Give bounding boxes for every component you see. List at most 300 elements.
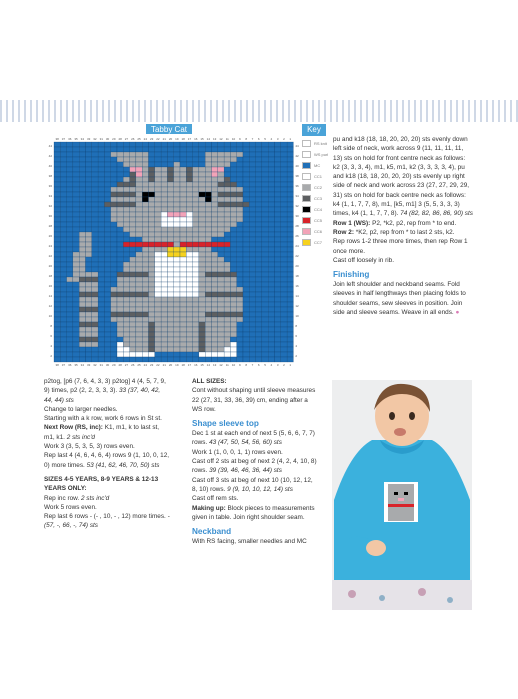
chart-cell [117, 292, 123, 297]
chart-cell [155, 242, 161, 247]
finishing-heading: Finishing [333, 270, 370, 280]
chart-cell [86, 222, 92, 227]
chart-cell [111, 292, 117, 297]
chart-cell [224, 352, 230, 357]
chart-cell [111, 322, 117, 327]
chart-cell [155, 202, 161, 207]
chart-cell [243, 207, 249, 212]
chart-cell [123, 192, 129, 197]
chart-col-number: 3 [276, 137, 279, 141]
chart-cell [149, 262, 155, 267]
chart-cell [199, 232, 205, 237]
chart-cell [243, 157, 249, 162]
chart-cell [243, 247, 249, 252]
chart-cell [104, 202, 110, 207]
chart-cell [287, 182, 293, 187]
chart-cell [67, 227, 73, 232]
chart-cell [60, 282, 66, 287]
chart-cell [123, 152, 129, 157]
chart-cell [54, 352, 60, 357]
chart-cell [174, 207, 180, 212]
chart-cell [268, 202, 274, 207]
chart-cell [79, 217, 85, 222]
chart-row-number: 16 [295, 284, 299, 288]
chart-cell [73, 232, 79, 237]
chart-cell [199, 342, 205, 347]
chart-cell [256, 272, 262, 277]
key-item [302, 204, 332, 215]
chart-cell [98, 187, 104, 192]
chart-cell [149, 202, 155, 207]
chart-cell [67, 157, 73, 162]
chart-cell [230, 272, 236, 277]
chart-cell [174, 297, 180, 302]
chart-col-number: 32 [93, 363, 97, 367]
chart-cell [142, 262, 148, 267]
chart-cell [92, 297, 98, 302]
chart-cell [60, 292, 66, 297]
chart-cell [111, 197, 117, 202]
chart-cell [281, 142, 287, 147]
chart-row-number: 12 [48, 304, 52, 308]
chart-cell [54, 287, 60, 292]
chart-cell [155, 182, 161, 187]
chart-cell [167, 247, 173, 252]
chart-cell [136, 252, 142, 257]
chart-cell [98, 212, 104, 217]
chart-cell [218, 217, 224, 222]
chart-cell [281, 332, 287, 337]
chart-cell [161, 202, 167, 207]
chart-cell [256, 277, 262, 282]
chart-cell [186, 312, 192, 317]
chart-cell [161, 217, 167, 222]
chart-cell [249, 182, 255, 187]
chart-cell [218, 197, 224, 202]
chart-cell [193, 347, 199, 352]
chart-cell [249, 162, 255, 167]
chart-cell [287, 157, 293, 162]
chart-cell [212, 217, 218, 222]
chart-cell [218, 162, 224, 167]
chart-cell [86, 227, 92, 232]
chart-col-number: 36 [68, 137, 72, 141]
chart-col-number: 29 [112, 363, 116, 367]
chart-cell [73, 207, 79, 212]
chart-cell [243, 287, 249, 292]
chart-cell [130, 307, 136, 312]
chart-row-number: 42 [295, 154, 299, 158]
chart-cell [218, 157, 224, 162]
chart-cell [54, 277, 60, 282]
chart-cell [281, 272, 287, 277]
chart-cell [224, 277, 230, 282]
chart-cell [111, 272, 117, 277]
chart-cell [155, 317, 161, 322]
chart-cell [155, 257, 161, 262]
chart-cell [136, 302, 142, 307]
chart-cell [205, 282, 211, 287]
chart-cell [174, 177, 180, 182]
row2-label: Row 2: [333, 228, 354, 236]
chart-cell [54, 292, 60, 297]
chart-cell [193, 142, 199, 147]
chart-cell [73, 297, 79, 302]
chart-cell [249, 337, 255, 342]
chart-cell [243, 347, 249, 352]
chart-cell [92, 357, 98, 362]
chart-cell [73, 347, 79, 352]
chart-cell [73, 292, 79, 297]
chart-col-number: 14 [206, 363, 211, 367]
chart-cell [86, 297, 92, 302]
chart-cell [136, 227, 142, 232]
chart-cell [174, 222, 180, 227]
chart-cell [180, 177, 186, 182]
key-title: Key [302, 124, 326, 136]
chart-cell [111, 287, 117, 292]
chart-cell [130, 277, 136, 282]
chart-cell [275, 347, 281, 352]
chart-row-number: 40 [295, 164, 299, 168]
chart-cell [174, 357, 180, 362]
chart-cell [79, 317, 85, 322]
chart-cell [287, 322, 293, 327]
chart-cell [86, 267, 92, 272]
col1-p7-count: 2 sts inc'd [80, 494, 110, 502]
chart-cell [92, 162, 98, 167]
chart-cell [249, 197, 255, 202]
chart-row-number: 6 [295, 334, 298, 338]
chart-row-number: 44 [295, 144, 299, 148]
chart-cell [161, 172, 167, 177]
chart-cell [243, 167, 249, 172]
chart-cell [243, 282, 249, 287]
chart-cell [287, 217, 293, 222]
chart-cell [136, 152, 142, 157]
chart-cell [268, 342, 274, 347]
chart-cell [161, 337, 167, 342]
chart-cell [79, 257, 85, 262]
chart-cell [281, 357, 287, 362]
chart-cell [193, 317, 199, 322]
chart-cell [174, 212, 180, 217]
chart-cell [287, 197, 293, 202]
chart-cell [155, 332, 161, 337]
chart-cell [256, 172, 262, 177]
chart-cell [249, 322, 255, 327]
chart-cell [205, 337, 211, 342]
chart-cell [212, 252, 218, 257]
chart-cell [142, 322, 148, 327]
chart-cell [123, 237, 129, 242]
chart-cell [54, 337, 60, 342]
chart-cell [281, 197, 287, 202]
chart-cell [212, 312, 218, 317]
chart-row-number: 6 [50, 334, 52, 338]
chart-row-number: 10 [48, 314, 52, 318]
chart-cell [193, 337, 199, 342]
chart-row-number: 24 [295, 244, 299, 248]
chart-cell [73, 252, 79, 257]
chart-cell [180, 277, 186, 282]
chart-row-number: 26 [295, 234, 299, 238]
chart-cell [287, 147, 293, 152]
chart-cell [111, 152, 117, 157]
chart-cell [180, 302, 186, 307]
chart-cell [230, 247, 236, 252]
chart-cell [86, 327, 92, 332]
chart-cell [167, 212, 173, 217]
chart-cell [199, 222, 205, 227]
col1-p8: Work 5 rows even. [44, 503, 97, 511]
chart-cell [117, 262, 123, 267]
chart-cell [123, 187, 129, 192]
chart-cell [256, 212, 262, 217]
chart-cell [224, 357, 230, 362]
chart-cell [268, 302, 274, 307]
chart-cell [60, 212, 66, 217]
chart-row-number: 38 [48, 174, 52, 178]
chart-cell [281, 257, 287, 262]
chart-cell [186, 207, 192, 212]
chart-cell [98, 167, 104, 172]
chart-cell [73, 222, 79, 227]
chart-cell [117, 192, 123, 197]
chart-cell [230, 327, 236, 332]
chart-cell [262, 302, 268, 307]
chart-cell [130, 212, 136, 217]
chart-cell [130, 157, 136, 162]
col1-p4-count: 2 sts inc'd [66, 433, 95, 441]
chart-cell [262, 182, 268, 187]
chart-cell [268, 152, 274, 157]
chart-cell [199, 237, 205, 242]
chart-cell [249, 342, 255, 347]
chart-cell [275, 272, 281, 277]
chart-cell [73, 187, 79, 192]
chart-cell [161, 142, 167, 147]
chart-cell [224, 167, 230, 172]
chart-cell [111, 277, 117, 282]
chart-cell [268, 172, 274, 177]
chart-cell [262, 282, 268, 287]
chart-cell [73, 312, 79, 317]
chart-cell [230, 317, 236, 322]
chart-cell [237, 242, 243, 247]
chart-cell [123, 202, 129, 207]
chart-cell [212, 177, 218, 182]
chart-cell [243, 232, 249, 237]
chart-cell [230, 172, 236, 177]
chart-cell [136, 192, 142, 197]
chart-cell [224, 317, 230, 322]
chart-cell [54, 227, 60, 232]
chart-cell [262, 157, 268, 162]
chart-cell [205, 142, 211, 147]
chart-cell [98, 292, 104, 297]
chart-cell [117, 287, 123, 292]
chart-cell [281, 212, 287, 217]
chart-cell [117, 272, 123, 277]
chart-cell [249, 217, 255, 222]
chart-cell [243, 202, 249, 207]
chart-cell [155, 237, 161, 242]
chart-cell [86, 237, 92, 242]
chart-cell [117, 302, 123, 307]
chart-cell [98, 262, 104, 267]
chart-cell [149, 197, 155, 202]
col1-p7: Rep inc row. [44, 494, 80, 502]
chart-cell [281, 292, 287, 297]
chart-cell [98, 327, 104, 332]
chart-col-number: 21 [162, 137, 166, 141]
chart-cell [205, 192, 211, 197]
chart-cell [92, 352, 98, 357]
chart-cell [104, 267, 110, 272]
chart-cell [161, 312, 167, 317]
chart-cell [218, 307, 224, 312]
chart-cell [256, 227, 262, 232]
chart-cell [268, 212, 274, 217]
chart-cell [275, 337, 281, 342]
chart-cell [130, 237, 136, 242]
chart-cell [186, 342, 192, 347]
chart-cell [193, 222, 199, 227]
chart-cell [86, 152, 92, 157]
key-swatch [302, 206, 311, 213]
chart-cell [60, 172, 66, 177]
chart-cell [167, 302, 173, 307]
chart-cell [149, 342, 155, 347]
chart-cell [117, 237, 123, 242]
chart-cell [237, 147, 243, 152]
chart-cell [180, 192, 186, 197]
chart-cell [230, 152, 236, 157]
chart-cell [98, 282, 104, 287]
chart-row-number: 22 [295, 254, 299, 258]
chart-cell [104, 152, 110, 157]
chart-cell [54, 357, 60, 362]
chart-cell [86, 257, 92, 262]
chart-cell [287, 172, 293, 177]
chart-cell [79, 312, 85, 317]
chart-cell [249, 187, 255, 192]
chart-cell [237, 302, 243, 307]
chart-cell [230, 357, 236, 362]
chart-cell [167, 172, 173, 177]
chart-cell [67, 182, 73, 187]
chart-cell [60, 157, 66, 162]
chart-cell [212, 182, 218, 187]
chart-cell [155, 252, 161, 257]
chart-cell [186, 337, 192, 342]
chart-cell [98, 177, 104, 182]
key-item [302, 237, 332, 248]
chart-cell [237, 347, 243, 352]
chart-cell [230, 257, 236, 262]
chart-cell [287, 262, 293, 267]
chart-cell [60, 182, 66, 187]
chart-cell [111, 187, 117, 192]
chart-cell [67, 192, 73, 197]
chart-cell [256, 312, 262, 317]
chart-cell [142, 347, 148, 352]
chart-cell [180, 337, 186, 342]
chart-cell [281, 187, 287, 192]
chart-cell [224, 312, 230, 317]
chart-cell [149, 347, 155, 352]
chart-cell [155, 152, 161, 157]
chart-cell [218, 177, 224, 182]
chart-cell [243, 252, 249, 257]
chart-cell [155, 197, 161, 202]
chart-cell [142, 232, 148, 237]
chart-cell [92, 237, 98, 242]
chart-cell [243, 147, 249, 152]
chart-cell [268, 332, 274, 337]
chart-cell [111, 317, 117, 322]
chart-cell [174, 332, 180, 337]
chart-cell [86, 337, 92, 342]
chart-cell [167, 162, 173, 167]
chart-cell [199, 202, 205, 207]
chart-cell [123, 142, 129, 147]
chart-cell [161, 207, 167, 212]
chart-cell [281, 327, 287, 332]
chart-cell [79, 167, 85, 172]
chart-cell [237, 177, 243, 182]
chart-cell [186, 272, 192, 277]
chart-cell [155, 147, 161, 152]
chart-cell [281, 277, 287, 282]
chart-cell [167, 332, 173, 337]
chart-cell [268, 267, 274, 272]
chart-cell [86, 342, 92, 347]
chart-cell [224, 182, 230, 187]
chart-cell [275, 162, 281, 167]
chart-cell [243, 162, 249, 167]
chart-cell [79, 252, 85, 257]
chart-cell [79, 307, 85, 312]
chart-cell [86, 202, 92, 207]
chart-cell [123, 322, 129, 327]
chart-cell [149, 252, 155, 257]
chart-cell [199, 162, 205, 167]
chart-cell [111, 247, 117, 252]
chart-row-number: 2 [295, 354, 298, 358]
chart-cell [193, 172, 199, 177]
chart-cell [230, 162, 236, 167]
chart-cell [262, 202, 268, 207]
chart-cell [86, 307, 92, 312]
chart-cell [104, 322, 110, 327]
chart-cell [224, 242, 230, 247]
chart-cell [186, 262, 192, 267]
chart-cell [54, 317, 60, 322]
chart-cell [142, 337, 148, 342]
chart-cell [193, 342, 199, 347]
chart-cell [54, 282, 60, 287]
chart-cell [205, 332, 211, 337]
chart-cell [256, 287, 262, 292]
chart-cell [136, 357, 142, 362]
chart-cell [262, 147, 268, 152]
chart-col-number: 26 [131, 137, 135, 141]
chart-cell [243, 212, 249, 217]
chart-cell [142, 267, 148, 272]
chart-cell [262, 247, 268, 252]
